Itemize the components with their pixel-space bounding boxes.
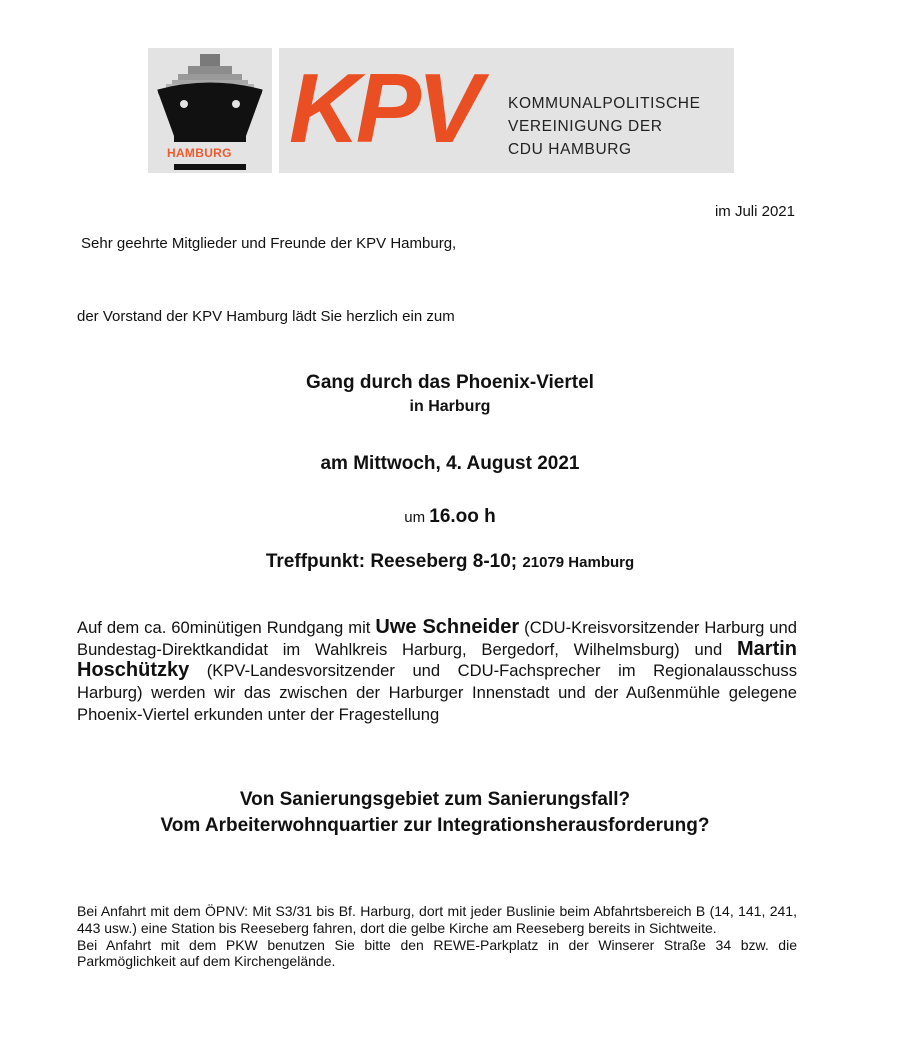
- body-text-part-2: (CDU-Kreisvorsitzender Harburg und Bundestag-Direktkandidat im Wahlkreis Harburg, Bergedorf, Wilhelmsburg) und: [77, 618, 797, 659]
- meeting-point-city: 21079 Hamburg: [522, 554, 635, 571]
- travel-notes: [77, 903, 797, 970]
- speaker-name-2: Martin Hoschützky: [77, 637, 797, 682]
- tagline-line-3: CDU HAMBURG: [508, 141, 632, 158]
- event-time: [0, 506, 900, 528]
- note-public-transport: Bei Anfahrt mit dem ÖPNV: Mit S3/31 bis Bf. Harburg, dort mit jeder Buslinie beim Abfahrtsbereich B (14, 141, 241, 443 usw.) eine Station bis Reeseberg fahren, dort die gelbe Kirche am Reeseberg bereits in Sichtweite.: [77, 903, 797, 936]
- tagline-line-1: KOMMUNALPOLITISCHE: [508, 95, 701, 112]
- meeting-point-label: Treffpunkt: Reeseberg 8-10;: [265, 551, 518, 572]
- note-car: Bei Anfahrt mit dem PKW benutzen Sie bitte den REWE-Parkplatz in der Winserer Straße 34 bzw. die Parkmöglichkeit auf dem Kirchengelände.: [77, 936, 797, 970]
- logo-kpv-wordmark: [279, 48, 734, 173]
- letter-date: im Juli 2021: [714, 203, 795, 220]
- event-time-prefix: um: [404, 509, 426, 526]
- logo-ship-badge: [148, 48, 272, 173]
- body-paragraph: [77, 617, 797, 726]
- speaker-name-1: Uwe Schneider: [375, 616, 520, 638]
- event-date: am Mittwoch, 4. August 2021: [320, 453, 580, 474]
- tagline-line-2: VEREINIGUNG DER: [508, 118, 663, 135]
- invitation-intro: der Vorstand der KPV Hamburg lädt Sie herzlich ein zum: [77, 308, 455, 325]
- question-1: Von Sanierungsgebiet zum Sanierungsfall?: [239, 789, 631, 810]
- event-meeting-point: [0, 551, 900, 573]
- body-text-part-3: (KPV-Landesvorsitzender und CDU-Fachsprecher im Regionalausschuss Harburg) werden wir das zwischen der Harburger Innenstadt und der Außenmühle gelegene Phoenix-Viertel erkunden unter der Fragestellung: [77, 661, 797, 724]
- question-2: Vom Arbeiterwohnquartier zur Integrationsherausforderung?: [160, 815, 710, 836]
- body-text-part-1: Auf dem ca. 60minütigen Rundgang mit: [77, 618, 371, 637]
- salutation: Sehr geehrte Mitglieder und Freunde der KPV Hamburg,: [81, 235, 457, 252]
- event-time-value: 16.oo h: [429, 506, 496, 527]
- hamburg-label: HAMBURG: [167, 146, 232, 160]
- event-title: Gang durch das Phoenix-Viertel: [306, 372, 594, 393]
- kpv-wordmark: KPV: [289, 53, 479, 163]
- event-subtitle: in Harburg: [409, 398, 491, 415]
